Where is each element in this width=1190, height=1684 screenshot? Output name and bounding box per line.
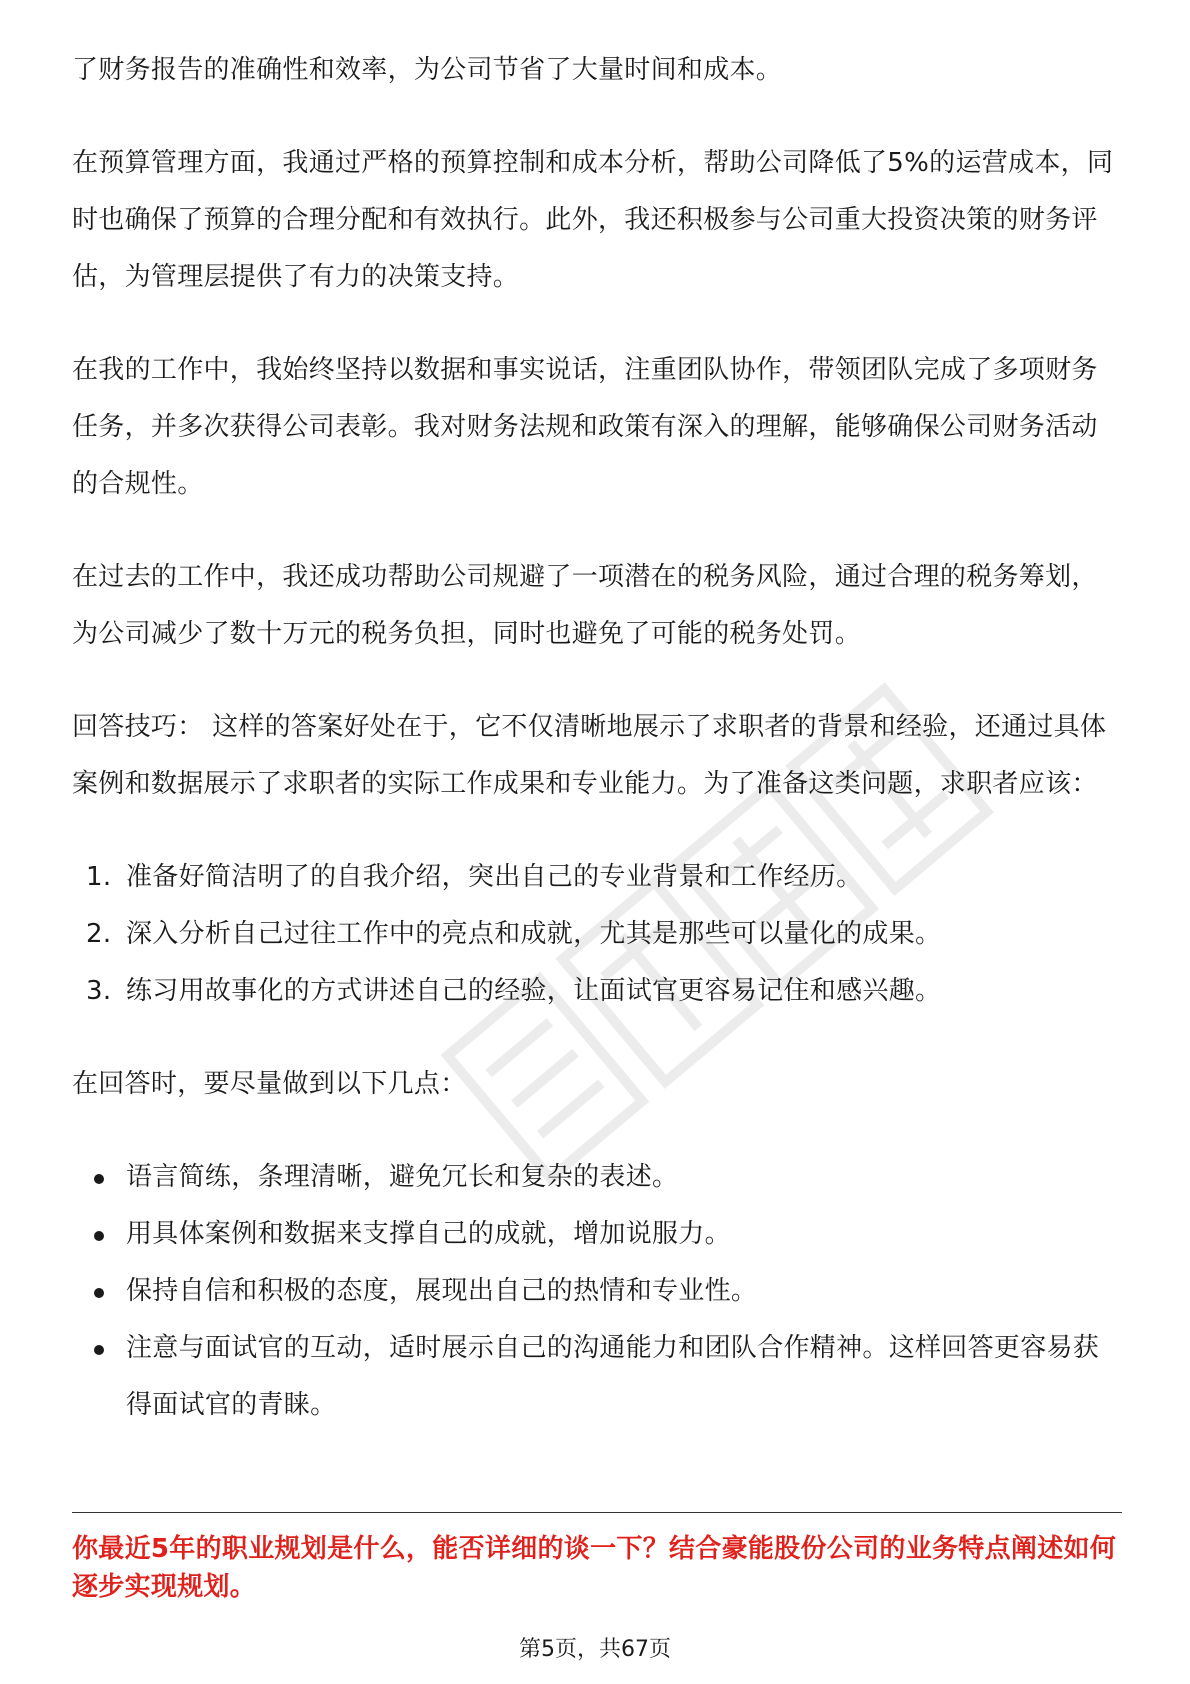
list-item	[72, 849, 1122, 906]
list-item-text: 语言简练，条理清晰，避免冗长和复杂的表述。	[126, 1162, 679, 1192]
document-body	[72, 42, 1122, 1470]
list-item-text: 保持自信和积极的态度，展现出自己的热情和专业性。	[126, 1276, 758, 1306]
list-item-text: 准备好简洁明了的自我介绍，突出自己的专业背景和工作经历。	[126, 862, 863, 892]
page-number-footer: 第5页，共67页	[519, 1637, 671, 1662]
paragraph-points-intro: 在回答时，要尽量做到以下几点：	[72, 1069, 467, 1099]
list-item-text: 深入分析自己过往工作中的亮点和成就，尤其是那些可以量化的成果。	[126, 919, 942, 949]
bullet-icon	[94, 1345, 104, 1355]
list-item-text: 练习用故事化的方式讲述自己的经验，让面试官更容易记住和感兴趣。	[126, 976, 942, 1006]
list-number: 1.	[86, 862, 112, 892]
list-item	[72, 1206, 1122, 1263]
paragraph-tax: 在过去的工作中，我还成功帮助公司规避了一项潜在的税务风险，通过合理的税务筹划，为公司减少了数十万元的税务负担，同时也避免了可能的税务处罚。	[72, 562, 1098, 649]
list-item	[72, 1149, 1122, 1206]
list-item	[72, 906, 1122, 963]
list-item	[72, 963, 1122, 1020]
paragraph-answer-tips: 回答技巧： 这样的答案好处在于，它不仅清晰地展示了求职者的背景和经验，还通过具体案例和数据展示了求职者的实际工作成果和专业能力。为了准备这类问题，求职者应该：	[72, 712, 1107, 799]
bullet-icon	[94, 1174, 104, 1184]
paragraph-continued: 了财务报告的准确性和效率，为公司节省了大量时间和成本。	[72, 55, 783, 85]
list-item	[72, 1263, 1122, 1320]
preparation-steps-list	[72, 849, 1122, 1020]
list-item	[72, 1320, 1122, 1434]
paragraph-work-style: 在我的工作中，我始终坚持以数据和事实说话，注重团队协作，带领团队完成了多项财务任务，并多次获得公司表彰。我对财务法规和政策有深入的理解，能够确保公司财务活动的合规性。	[72, 355, 1098, 499]
next-question-heading: 你最近5年的职业规划是什么，能否详细的谈一下？结合豪能股份公司的业务特点阐述如何逐步实现规划。	[72, 1534, 1117, 1602]
list-item-text: 注意与面试官的互动，适时展示自己的沟通能力和团队合作精神。这样回答更容易获得面试官的青睐。	[126, 1333, 1100, 1420]
paragraph-budget: 在预算管理方面，我通过严格的预算控制和成本分析，帮助公司降低了5%的运营成本，同时也确保了预算的合理分配和有效执行。此外，我还积极参与公司重大投资决策的财务评估，为管理层提供了有力的决策支持。	[72, 148, 1114, 292]
bullet-icon	[94, 1231, 104, 1241]
bullet-icon	[94, 1288, 104, 1298]
list-number: 2.	[86, 919, 112, 949]
list-number: 3.	[86, 976, 112, 1006]
answer-points-list	[72, 1149, 1122, 1434]
section-divider	[72, 1512, 1122, 1513]
list-item-text: 用具体案例和数据来支撑自己的成就，增加说服力。	[126, 1219, 731, 1249]
